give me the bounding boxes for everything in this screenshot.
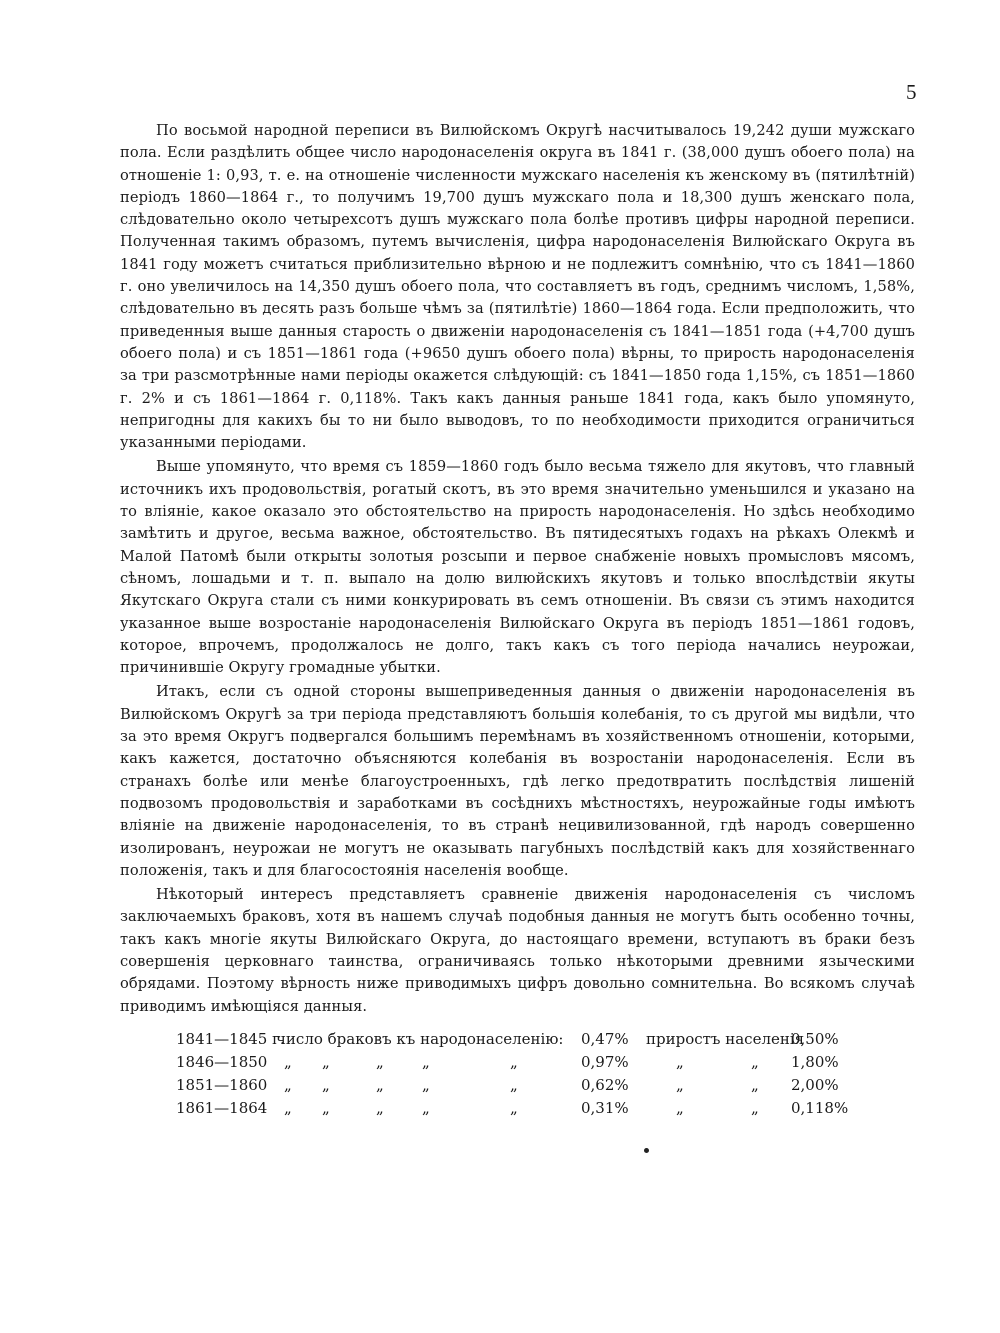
ditto-mark: „ [510, 1053, 518, 1071]
growth-rate-cell: 0,118% [791, 1099, 849, 1117]
ditto-mark: „ [422, 1076, 430, 1094]
marriage-rate-cell: 0,47% [581, 1030, 629, 1048]
ink-dot [644, 1148, 649, 1153]
period-cell: 1841—1845 г. [176, 1030, 285, 1048]
marriage-rate-cell: 0,62% [581, 1076, 629, 1094]
growth-rate-cell: 0,50% [791, 1030, 839, 1048]
page-number: 5 [906, 80, 917, 104]
ditto-mark: „ [322, 1076, 330, 1094]
paragraph: Выше упомянуто, что время съ 1859—1860 годъ было весьма тяжело для якутовъ, что главный источникъ ихъ продовольствія, рогатый скотъ, въ это время значительно уменьшился и указано на то вліяніе, какое оказало это обстоятельство на прирость народонаселенія. Но здѣсь необходимо замѣтить и другое, весьма важное, обстоятельство. Въ пятидесятыхъ годахъ на рѣкахъ Олекмѣ и Малой Патомѣ были открыты золотыя розсыпи и первое снабженіе новыхъ промысловъ мясомъ, сѣномъ, лошадьми и т. п. выпало на долю вилюйскихъ якутовъ и только впослѣдствіи якуты Якутскаго Округа стали съ ними конкурировать въ семъ отношеніи. Въ связи съ этимъ находится указанное выше возростаніе народонаселенія Вилюйскаго Округа въ періодъ 1851—1861 годовъ, которое, впрочемъ, продолжалось не долго, такъ какъ съ того періода начались неурожаи, причинившіе Округу громадные убытки. [120, 458, 915, 677]
marriage-rate-cell: 0,97% [581, 1053, 629, 1071]
growth-label: приростъ населенія [646, 1030, 805, 1048]
table-row [176, 1051, 876, 1074]
ditto-mark: „ [676, 1099, 684, 1117]
ditto-mark: „ [422, 1099, 430, 1117]
ditto-mark: „ [322, 1099, 330, 1117]
ditto-mark: „ [376, 1099, 384, 1117]
table-row [176, 1074, 876, 1097]
ditto-mark: „ [376, 1053, 384, 1071]
table-row [176, 1028, 876, 1051]
ditto-mark: „ [284, 1053, 292, 1071]
period-cell: 1846—1850 [176, 1053, 268, 1071]
ditto-mark: „ [751, 1099, 759, 1117]
body-text [120, 120, 915, 1020]
period-cell: 1861—1864 [176, 1099, 268, 1117]
ditto-mark: „ [751, 1053, 759, 1071]
table-row [176, 1097, 876, 1120]
marriage-rate-cell: 0,31% [581, 1099, 629, 1117]
marriage-table [176, 1028, 876, 1120]
ditto-mark: „ [422, 1053, 430, 1071]
paragraph: Итакъ, если съ одной стороны вышеприведенныя данныя о движеніи народонаселенія въ Вилюйскомъ Округѣ за три періода представляютъ большія колебанія, то съ другой мы видѣли, что за это время Округъ подвергался большимъ перемѣнамъ въ хозяйственномъ отношеніи, которыми, какъ кажется, достаточно объясняются колебанія въ возростаніи народонаселенія. Если въ странахъ болѣе или менѣе благоустроенныхъ, гдѣ легко предотвратить послѣдствія лишеній подвозомъ продовольствія и заработками въ сосѣднихъ мѣстностяхъ, неурожайные годы имѣютъ вліяніе на движеніе народонаселенія, то въ странѣ нецивилизованной, гдѣ народъ совершенно изолированъ, неурожаи не могутъ не оказывать пагубныхъ послѣдствій какъ для хозяйственнаго положенія, такъ и для благосостоянія населенія вообще. [120, 683, 915, 879]
growth-rate-cell: 2,00% [791, 1076, 839, 1094]
ditto-mark: „ [376, 1076, 384, 1094]
paragraph: По восьмой народной переписи въ Вилюйскомъ Округѣ насчитывалось 19,242 души мужскаго пола. Если раздѣлить общее число народонаселенія округа въ 1841 г. (38,000 душъ обоего пола) на отношеніе 1: 0,93, т. е. на отношеніе численности мужскаго населенія къ женскому въ (пятилѣтній) періодъ 1860—1864 г., то получимъ 19,700 душъ мужскаго пола и 18,300 душъ женскаго пола, слѣдовательно около четырехсотъ душъ мужскаго пола болѣе противъ цифры народной переписи. Полученная такимъ образомъ, путемъ вычисленія, цифра народонаселенія Вилюйскаго Округа въ 1841 году можетъ считаться приблизительно вѣрною и не подлежитъ сомнѣнію, что съ 1841—1860 г. оно увеличилось на 14,350 душъ обоего пола, что составляетъ въ годъ, среднимъ числомъ, 1,58%, слѣдовательно въ десять разъ больше чѣмъ за (пятилѣтіе) 1860—1864 года. Если предположить, что приведенныя выше данныя старость о движеніи народонаселенія съ 1841—1851 года (+4,700 душъ обоего пола) и съ 1851—1861 года (+9650 душъ обоего пола) вѣрны, то прирость народонаселенія за три разсмотрѣнные нами періоды окажется слѣдующій: съ 1841—1850 года 1,15%, съ 1851—1860 г. 2% и съ 1861—1864 г. 0,118%. Такъ какъ данныя раньше 1841 года, какъ было упомянуто, непригодны для какихъ бы то ни было выводовъ, то по необходимости приходится ограничиться указанными періодами. [120, 122, 915, 452]
ditto-mark: „ [284, 1076, 292, 1094]
ditto-mark: „ [676, 1076, 684, 1094]
ditto-mark: „ [322, 1053, 330, 1071]
ditto-mark: „ [751, 1076, 759, 1094]
ditto-mark: „ [284, 1099, 292, 1117]
ditto-mark: „ [510, 1099, 518, 1117]
paragraph: Нѣкоторый интересъ представляетъ сравненіе движенія народонаселенія съ числомъ заключаемыхъ браковъ, хотя въ нашемъ случаѣ подобныя данныя не могутъ быть особенно точны, такъ какъ многіе якуты Вилюйскаго Округа, до настоящаго времени, вступаютъ въ браки безъ совершенія церковнаго таинства, ограничиваясь только нѣкоторыми древними языческими обрядами. Поэтому вѣрность ниже приводимыхъ цифръ довольно сомнительна. Во всякомъ случаѣ приводимъ имѣющіяся данныя. [120, 886, 915, 1015]
growth-rate-cell: 1,80% [791, 1053, 839, 1071]
ditto-mark: „ [676, 1053, 684, 1071]
table-header-text: число браковъ къ народонаселенію: [276, 1030, 564, 1048]
ditto-mark: „ [510, 1076, 518, 1094]
period-cell: 1851—1860 [176, 1076, 268, 1094]
